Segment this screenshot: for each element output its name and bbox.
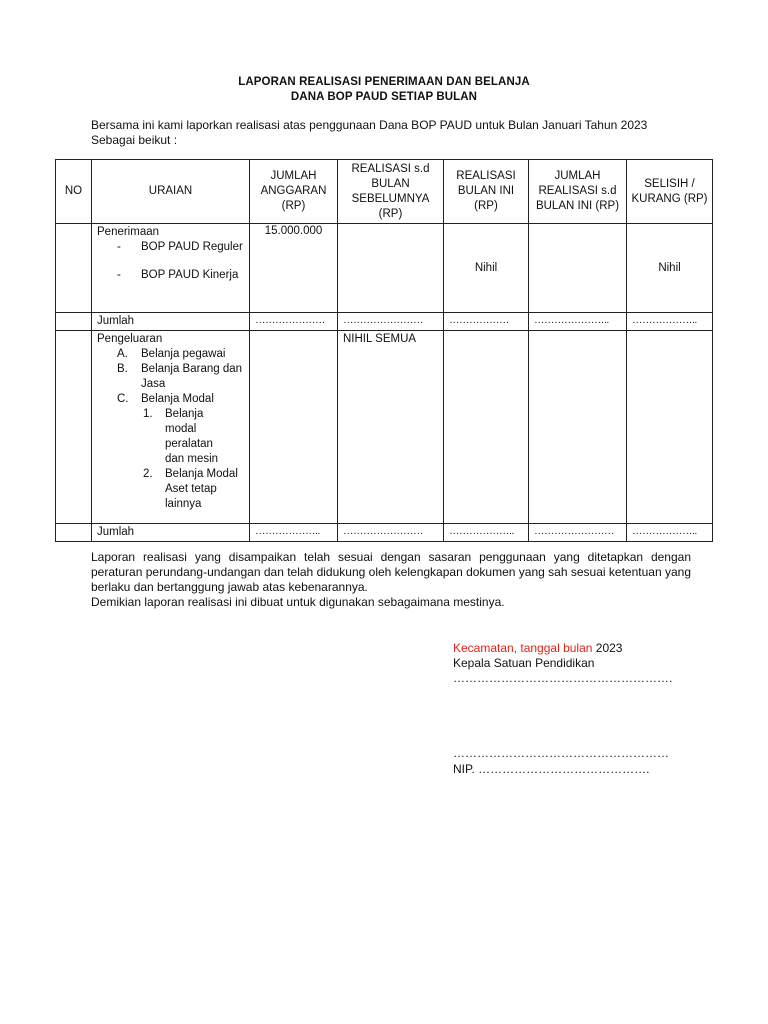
report-subtitle: DANA BOP PAUD SETIAP BULAN — [290, 91, 478, 103]
nihil-text: Nihil — [658, 262, 681, 274]
cell-dots: …………………… — [338, 313, 444, 331]
table-row-penerimaan — [56, 224, 713, 313]
cell-dots: ……………… — [444, 313, 529, 331]
cell-no — [56, 331, 92, 524]
header-uraian: URAIAN — [92, 160, 250, 224]
cell-dots: ……………….. — [627, 524, 713, 542]
header-no: NO — [56, 160, 92, 224]
closing-remark: Demikian laporan realisasi ini dibuat untuk digunakan sebagaimana mestinya. — [91, 595, 505, 609]
cell-dots: ………………….. — [529, 313, 627, 331]
cell-empty — [338, 224, 444, 313]
table-row-pengeluaran — [56, 331, 713, 524]
cell-empty — [627, 331, 713, 524]
closing-statement: Laporan realisasi yang disampaikan telah sesuai dengan sasaran penggunaan yang ditetapkan dengan peraturan perundang-undangan dan telah didukung oleh kelengkapan dokumen yang sah sesuai ketentuan yang berlaku dan bertanggung jawab atas kebenarannya. — [91, 550, 691, 594]
signature-place-date — [453, 641, 622, 656]
place-date-placeholder: Kecamatan, tanggal bulan — [453, 641, 593, 655]
list-item: C. Belanja Modal — [117, 393, 214, 405]
cell-bulan-ini — [444, 224, 529, 313]
table-row-jumlah — [56, 313, 713, 331]
header-realisasi-sebelumnya: REALISASI s.d BULAN SEBELUMNYA (RP) — [338, 160, 444, 224]
cell-no — [56, 224, 92, 313]
list-item: A. Belanja pegawai — [117, 348, 226, 360]
cell-jumlah-label: Jumlah — [92, 313, 250, 331]
cell-empty — [529, 224, 627, 313]
cell-no — [56, 524, 92, 542]
cell-dots: ……………….. — [444, 524, 529, 542]
list-item: - BOP PAUD Kinerja — [117, 269, 239, 281]
cell-no — [56, 313, 92, 331]
signature-name-line: ……………………………………………… — [453, 746, 669, 760]
closing-paragraphs — [91, 550, 691, 610]
header-jumlah-anggaran: JUMLAH ANGGARAN (RP) — [250, 160, 338, 224]
header-selisih: SELISIH / KURANG (RP) — [627, 160, 713, 224]
table-row-jumlah — [56, 524, 713, 542]
item-text-bop-reguler: BOP PAUD Reguler — [141, 241, 243, 253]
cell-dots: …………………… — [529, 524, 627, 542]
signature-role: Kepala Satuan Pendidikan — [453, 656, 595, 670]
cell-dots: ……………….. — [250, 524, 338, 542]
signature-nip: NIP. ……………………………………. — [453, 762, 650, 776]
report-table — [55, 159, 713, 542]
penerimaan-label: Penerimaan — [97, 226, 160, 238]
cell-selisih — [627, 224, 713, 313]
list-item: 1. Belanja modal peralatan dan mesin — [143, 408, 219, 465]
cell-uraian-pengeluaran — [92, 331, 250, 524]
cell-nihil-semua: NIHIL SEMUA — [338, 331, 444, 524]
header-realisasi-bulan-ini: REALISASI BULAN INI (RP) — [444, 160, 529, 224]
header-jumlah-realisasi: JUMLAH REALISASI s.d BULAN INI (RP) — [529, 160, 627, 224]
pengeluaran-label: Pengeluaran — [97, 333, 163, 345]
cell-empty — [529, 331, 627, 524]
signature-dots-line: ………………………………………………. — [453, 671, 673, 685]
cell-empty — [250, 331, 338, 524]
signature-year: 2023 — [595, 641, 623, 655]
cell-jumlah-label: Jumlah — [92, 524, 250, 542]
cell-dots: ……………….. — [627, 313, 713, 331]
list-item: 2. Belanja Modal Aset tetap lainnya — [143, 468, 238, 510]
cell-uraian-penerimaan — [92, 224, 250, 313]
cell-dots: …………………… — [338, 524, 444, 542]
item-text-bop-kinerja: BOP PAUD Kinerja — [141, 269, 239, 281]
intro-paragraph: Bersama ini kami laporkan realisasi atas penggunaan Dana BOP PAUD untuk Bulan Januari Tahun 2023 Sebagai beikut : — [91, 118, 648, 147]
table-header-row — [56, 160, 713, 224]
list-item: B. Belanja Barang dan Jasa — [117, 363, 243, 390]
cell-dots: ………………… — [250, 313, 338, 331]
list-item: - BOP PAUD Reguler — [117, 241, 243, 253]
cell-anggaran-value: 15.000.000 — [250, 224, 338, 313]
cell-empty — [444, 331, 529, 524]
report-title: LAPORAN REALISASI PENERIMAAN DAN BELANJA — [238, 76, 530, 88]
nihil-text: Nihil — [474, 262, 498, 274]
